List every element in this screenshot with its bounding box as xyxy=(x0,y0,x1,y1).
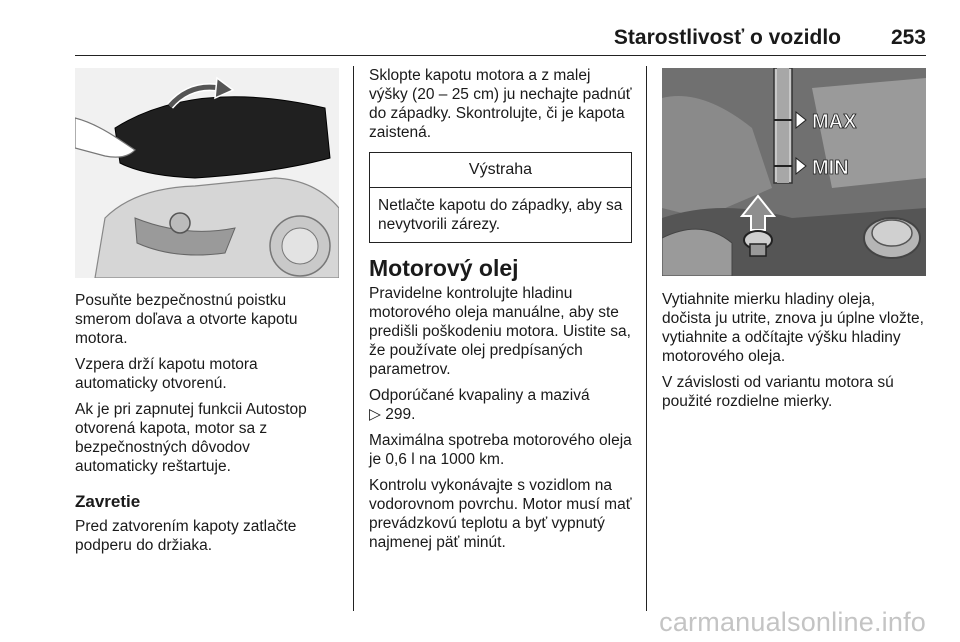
header-divider xyxy=(75,55,926,56)
paragraph: Ak je pri zapnutej funkcii Autostop otvorená kapota, motor sa z bezpečnostných dôvodov automaticky reštartuje. xyxy=(75,401,307,475)
paragraph: Pred zatvorením kapoty zatlačte podperu do držiaka. xyxy=(75,518,297,554)
paragraph-reference xyxy=(369,386,632,424)
page-header xyxy=(75,26,926,56)
page-title: Starostlivosť o vozidlo xyxy=(613,26,841,49)
dipstick-min-label: MIN xyxy=(812,157,849,179)
engine-dipstick-illustration xyxy=(662,68,926,276)
paragraph: Maximálna spotreba motorového oleja je 0,6 l na 1000 km. xyxy=(369,432,632,468)
dipstick-max-label: MAX xyxy=(812,111,857,133)
reference-text: Odporúčané kvapaliny a mazivá xyxy=(369,387,590,404)
warning-title: Výstraha xyxy=(370,153,631,188)
reference-arrow-icon: ▷ xyxy=(369,406,386,423)
column-divider-right xyxy=(646,66,647,611)
warning-box xyxy=(369,152,632,243)
hood-release-illustration xyxy=(75,68,339,278)
column-divider-left xyxy=(353,66,354,611)
warning-body: Netlačte kapotu do západky, aby sa nevytvorili zárezy. xyxy=(378,197,623,233)
column-2-text xyxy=(369,66,632,559)
column-3-text xyxy=(662,290,926,418)
paragraph: V závislosti od variantu motora sú použité rozdielne mierky. xyxy=(662,374,894,410)
column-1-text xyxy=(75,291,333,562)
paragraph: Vzpera drží kapotu motora automaticky otvorenú. xyxy=(75,356,258,392)
subheading-closing: Zavretie xyxy=(75,492,141,511)
watermark: carmanualsonline.info xyxy=(659,607,926,637)
paragraph: Vytiahnite mierku hladiny oleja, dočista ju utrite, znova ju úplne vložte, vytiahnite a odčítajte výšku hladiny motorového oleja. xyxy=(662,291,924,365)
page-reference-link[interactable] xyxy=(369,406,415,423)
page-number: 253 xyxy=(890,26,926,49)
paragraph: Kontrolu vykonávajte s vozidlom na vodorovnom povrchu. Motor musí mať prevádzkovú teplotu a byť vypnutý najmenej päť minút. xyxy=(369,477,632,551)
paragraph-intro: Sklopte kapotu motora a z malej výšky (20 – 25 cm) ju nechajte padnúť do západky. Skontrolujte, či je kapota zaistená. xyxy=(369,67,632,141)
paragraph: Posuňte bezpečnostnú poistku smerom doľava a otvorte kapotu motora. xyxy=(75,292,298,347)
reference-page-number: 299. xyxy=(385,406,416,423)
paragraph: Pravidelne kontrolujte hladinu motorového oleja manuálne, aby ste predišli poškodeniu motora. Uistite sa, že používate olej predpísaných parametrov. xyxy=(369,285,631,378)
section-title: Motorový olej xyxy=(369,255,519,281)
